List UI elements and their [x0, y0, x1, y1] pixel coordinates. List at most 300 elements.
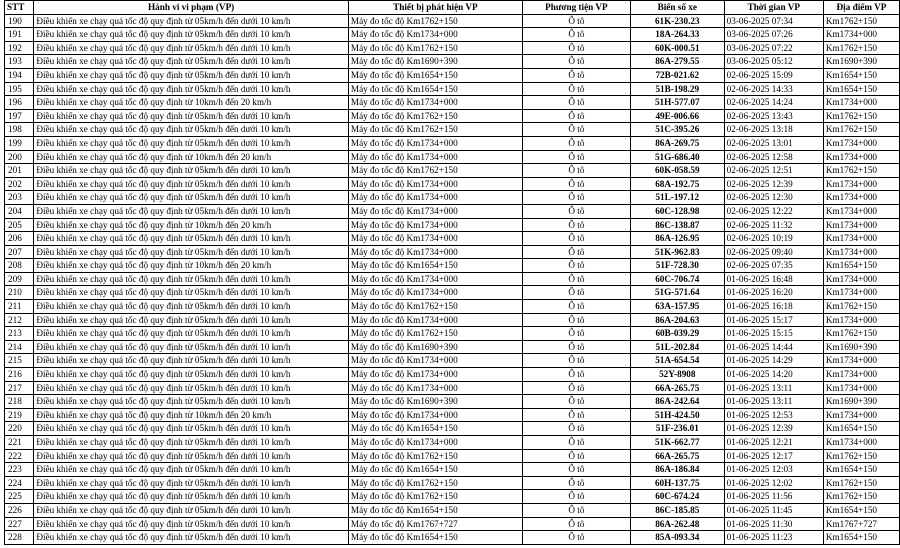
cell-violation: Điều khiển xe chạy quá tốc độ quy định từ 05km/h đến dưới 10 km/h [34, 41, 349, 55]
cell-violation: Điều khiển xe chạy quá tốc độ quy định từ 05km/h đến dưới 10 km/h [34, 517, 349, 531]
cell-plate: 51H-577.07 [630, 96, 724, 110]
header-stt: STT [5, 1, 34, 15]
table-row [5, 408, 900, 422]
cell-vehicle: Ô tô [522, 340, 630, 354]
cell-stt: 190 [5, 14, 34, 28]
cell-violation: Điều khiển xe chạy quá tốc độ quy định từ 10km/h đến 20 km/h [34, 150, 349, 164]
table-row [5, 490, 900, 504]
cell-location: Km1734+000 [823, 436, 899, 450]
cell-device: Máy đo tốc độ Km1690+390 [348, 55, 522, 69]
table-row [5, 272, 900, 286]
cell-stt: 228 [5, 531, 34, 545]
table-row [5, 204, 900, 218]
cell-plate: 18A-264.33 [630, 28, 724, 42]
cell-violation: Điều khiển xe chạy quá tốc độ quy định từ 05km/h đến dưới 10 km/h [34, 123, 349, 137]
cell-location: Km1734+000 [823, 245, 899, 259]
cell-stt: 215 [5, 354, 34, 368]
cell-time: 02-06-2025 13:01 [724, 136, 823, 150]
cell-location: Km1654+150 [823, 422, 899, 436]
cell-plate: 86C-138.87 [630, 218, 724, 232]
table-row [5, 123, 900, 137]
cell-plate: 86A-279.55 [630, 55, 724, 69]
cell-vehicle: Ô tô [522, 327, 630, 341]
table-body [5, 14, 900, 544]
cell-time: 01-06-2025 16:48 [724, 272, 823, 286]
cell-time: 02-06-2025 15:09 [724, 68, 823, 82]
cell-vehicle: Ô tô [522, 490, 630, 504]
cell-plate: 51F-236.01 [630, 422, 724, 436]
cell-device: Máy đo tốc độ Km1654+150 [348, 259, 522, 273]
cell-vehicle: Ô tô [522, 463, 630, 477]
cell-location: Km1734+000 [823, 354, 899, 368]
cell-plate: 60C-706.74 [630, 272, 724, 286]
cell-vehicle: Ô tô [522, 286, 630, 300]
cell-device: Máy đo tốc độ Km1690+390 [348, 395, 522, 409]
cell-stt: 226 [5, 503, 34, 517]
cell-plate: 86A-269.75 [630, 136, 724, 150]
cell-plate: 60K-058.59 [630, 164, 724, 178]
cell-plate: 51C-395.26 [630, 123, 724, 137]
cell-violation: Điều khiển xe chạy quá tốc độ quy định từ 05km/h đến dưới 10 km/h [34, 503, 349, 517]
cell-location: Km1762+150 [823, 164, 899, 178]
cell-time: 02-06-2025 12:22 [724, 204, 823, 218]
cell-violation: Điều khiển xe chạy quá tốc độ quy định từ 05km/h đến dưới 10 km/h [34, 327, 349, 341]
cell-violation: Điều khiển xe chạy quá tốc độ quy định từ 05km/h đến dưới 10 km/h [34, 14, 349, 28]
cell-violation: Điều khiển xe chạy quá tốc độ quy định từ 05km/h đến dưới 10 km/h [34, 476, 349, 490]
table-row [5, 245, 900, 259]
cell-device: Máy đo tốc độ Km1734+000 [348, 286, 522, 300]
cell-vehicle: Ô tô [522, 82, 630, 96]
table-row [5, 463, 900, 477]
cell-vehicle: Ô tô [522, 476, 630, 490]
cell-plate: 51L-202.84 [630, 340, 724, 354]
cell-violation: Điều khiển xe chạy quá tốc độ quy định từ 05km/h đến dưới 10 km/h [34, 422, 349, 436]
cell-stt: 200 [5, 150, 34, 164]
cell-time: 02-06-2025 09:40 [724, 245, 823, 259]
cell-plate: 52Y-8908 [630, 368, 724, 382]
cell-stt: 198 [5, 123, 34, 137]
cell-location: Km1762+150 [823, 41, 899, 55]
cell-violation: Điều khiển xe chạy quá tốc độ quy định từ 05km/h đến dưới 10 km/h [34, 68, 349, 82]
cell-plate: 60C-128.98 [630, 204, 724, 218]
cell-violation: Điều khiển xe chạy quá tốc độ quy định từ 05km/h đến dưới 10 km/h [34, 82, 349, 96]
cell-device: Máy đo tốc độ Km1654+150 [348, 503, 522, 517]
cell-stt: 207 [5, 245, 34, 259]
cell-location: Km1734+000 [823, 150, 899, 164]
cell-location: Km1690+390 [823, 55, 899, 69]
cell-vehicle: Ô tô [522, 218, 630, 232]
cell-location: Km1762+150 [823, 109, 899, 123]
cell-time: 01-06-2025 12:53 [724, 408, 823, 422]
cell-stt: 220 [5, 422, 34, 436]
cell-time: 01-06-2025 13:11 [724, 381, 823, 395]
table-row [5, 177, 900, 191]
cell-vehicle: Ô tô [522, 177, 630, 191]
cell-vehicle: Ô tô [522, 96, 630, 110]
table-row [5, 313, 900, 327]
cell-location: Km1654+150 [823, 503, 899, 517]
cell-stt: 217 [5, 381, 34, 395]
cell-stt: 193 [5, 55, 34, 69]
cell-violation: Điều khiển xe chạy quá tốc độ quy định từ 05km/h đến dưới 10 km/h [34, 109, 349, 123]
cell-location: Km1734+000 [823, 368, 899, 382]
cell-plate: 51A-654.54 [630, 354, 724, 368]
cell-device: Máy đo tốc độ Km1734+000 [348, 408, 522, 422]
cell-stt: 213 [5, 327, 34, 341]
cell-time: 01-06-2025 15:17 [724, 313, 823, 327]
cell-vehicle: Ô tô [522, 150, 630, 164]
cell-time: 02-06-2025 13:43 [724, 109, 823, 123]
cell-location: Km1762+150 [823, 490, 899, 504]
cell-plate: 86C-185.85 [630, 503, 724, 517]
cell-device: Máy đo tốc độ Km1654+150 [348, 463, 522, 477]
cell-violation: Điều khiển xe chạy quá tốc độ quy định từ 10km/h đến 20 km/h [34, 408, 349, 422]
cell-violation: Điều khiển xe chạy quá tốc độ quy định từ 10km/h đến 20 km/h [34, 259, 349, 273]
cell-time: 01-06-2025 14:29 [724, 354, 823, 368]
cell-time: 01-06-2025 16:20 [724, 286, 823, 300]
cell-device: Máy đo tốc độ Km1734+000 [348, 232, 522, 246]
cell-vehicle: Ô tô [522, 232, 630, 246]
cell-device: Máy đo tốc độ Km1654+150 [348, 82, 522, 96]
table-row [5, 96, 900, 110]
cell-vehicle: Ô tô [522, 531, 630, 545]
cell-device: Máy đo tốc độ Km1734+000 [348, 245, 522, 259]
cell-violation: Điều khiển xe chạy quá tốc độ quy định từ 10km/h đến 20 km/h [34, 218, 349, 232]
cell-vehicle: Ô tô [522, 14, 630, 28]
cell-location: Km1734+000 [823, 28, 899, 42]
cell-vehicle: Ô tô [522, 245, 630, 259]
table-row [5, 232, 900, 246]
cell-vehicle: Ô tô [522, 109, 630, 123]
cell-vehicle: Ô tô [522, 259, 630, 273]
cell-vehicle: Ô tô [522, 164, 630, 178]
cell-time: 02-06-2025 12:30 [724, 191, 823, 205]
cell-violation: Điều khiển xe chạy quá tốc độ quy định từ 05km/h đến dưới 10 km/h [34, 381, 349, 395]
cell-device: Máy đo tốc độ Km1734+000 [348, 381, 522, 395]
table-row [5, 368, 900, 382]
cell-location: Km1734+000 [823, 381, 899, 395]
cell-plate: 60C-674.24 [630, 490, 724, 504]
cell-time: 02-06-2025 13:18 [724, 123, 823, 137]
cell-location: Km1734+000 [823, 313, 899, 327]
cell-location: Km1654+150 [823, 82, 899, 96]
cell-time: 02-06-2025 07:35 [724, 259, 823, 273]
cell-vehicle: Ô tô [522, 436, 630, 450]
cell-violation: Điều khiển xe chạy quá tốc độ quy định từ 10km/h đến 20 km/h [34, 96, 349, 110]
cell-device: Máy đo tốc độ Km1734+000 [348, 191, 522, 205]
cell-device: Máy đo tốc độ Km1734+000 [348, 436, 522, 450]
cell-stt: 191 [5, 28, 34, 42]
cell-location: Km1654+150 [823, 531, 899, 545]
cell-location: Km1734+000 [823, 408, 899, 422]
header-vehicle: Phương tiện VP [522, 1, 630, 15]
table-row [5, 150, 900, 164]
cell-vehicle: Ô tô [522, 381, 630, 395]
cell-violation: Điều khiển xe chạy quá tốc độ quy định từ 05km/h đến dưới 10 km/h [34, 272, 349, 286]
cell-violation: Điều khiển xe chạy quá tốc độ quy định từ 05km/h đến dưới 10 km/h [34, 55, 349, 69]
table-row [5, 28, 900, 42]
cell-stt: 212 [5, 313, 34, 327]
cell-plate: 60H-137.75 [630, 476, 724, 490]
cell-stt: 223 [5, 463, 34, 477]
cell-location: Km1734+000 [823, 218, 899, 232]
cell-violation: Điều khiển xe chạy quá tốc độ quy định từ 05km/h đến dưới 10 km/h [34, 354, 349, 368]
cell-time: 01-06-2025 12:03 [724, 463, 823, 477]
cell-stt: 210 [5, 286, 34, 300]
cell-location: Km1690+390 [823, 340, 899, 354]
table-row [5, 354, 900, 368]
cell-time: 02-06-2025 10:19 [724, 232, 823, 246]
table-header-row [5, 1, 900, 15]
cell-location: Km1762+150 [823, 476, 899, 490]
cell-device: Máy đo tốc độ Km1654+150 [348, 531, 522, 545]
cell-time: 01-06-2025 11:23 [724, 531, 823, 545]
cell-stt: 199 [5, 136, 34, 150]
cell-plate: 85A-093.34 [630, 531, 724, 545]
cell-device: Máy đo tốc độ Km1734+000 [348, 150, 522, 164]
table-row [5, 340, 900, 354]
table-row [5, 191, 900, 205]
cell-plate: 51G-571.64 [630, 286, 724, 300]
cell-violation: Điều khiển xe chạy quá tốc độ quy định từ 05km/h đến dưới 10 km/h [34, 490, 349, 504]
cell-vehicle: Ô tô [522, 368, 630, 382]
cell-plate: 63A-157.95 [630, 300, 724, 314]
cell-time: 02-06-2025 14:24 [724, 96, 823, 110]
cell-location: Km1762+150 [823, 327, 899, 341]
cell-violation: Điều khiển xe chạy quá tốc độ quy định từ 05km/h đến dưới 10 km/h [34, 164, 349, 178]
table-row [5, 517, 900, 531]
cell-plate: 51F-728.30 [630, 259, 724, 273]
cell-location: Km1654+150 [823, 463, 899, 477]
cell-stt: 209 [5, 272, 34, 286]
table-row [5, 41, 900, 55]
cell-location: Km1762+150 [823, 449, 899, 463]
cell-vehicle: Ô tô [522, 354, 630, 368]
cell-location: Km1690+390 [823, 395, 899, 409]
cell-plate: 66A-265.75 [630, 449, 724, 463]
cell-device: Máy đo tốc độ Km1734+000 [348, 313, 522, 327]
cell-device: Máy đo tốc độ Km1734+000 [348, 96, 522, 110]
cell-violation: Điều khiển xe chạy quá tốc độ quy định từ 05km/h đến dưới 10 km/h [34, 395, 349, 409]
cell-plate: 86A-242.64 [630, 395, 724, 409]
violation-list-sheet [4, 0, 900, 545]
cell-device: Máy đo tốc độ Km1762+150 [348, 476, 522, 490]
cell-plate: 51K-662.77 [630, 436, 724, 450]
cell-stt: 221 [5, 436, 34, 450]
cell-violation: Điều khiển xe chạy quá tốc độ quy định từ 05km/h đến dưới 10 km/h [34, 340, 349, 354]
cell-time: 02-06-2025 12:51 [724, 164, 823, 178]
cell-plate: 61K-230.23 [630, 14, 724, 28]
header-violation: Hành vi vi phạm (VP) [34, 1, 349, 15]
cell-device: Máy đo tốc độ Km1734+000 [348, 354, 522, 368]
table-row [5, 164, 900, 178]
cell-location: Km1654+150 [823, 68, 899, 82]
cell-time: 01-06-2025 14:20 [724, 368, 823, 382]
cell-device: Máy đo tốc độ Km1654+150 [348, 422, 522, 436]
cell-violation: Điều khiển xe chạy quá tốc độ quy định từ 05km/h đến dưới 10 km/h [34, 28, 349, 42]
cell-time: 02-06-2025 14:33 [724, 82, 823, 96]
cell-plate: 66A-265.75 [630, 381, 724, 395]
cell-time: 01-06-2025 11:30 [724, 517, 823, 531]
cell-violation: Điều khiển xe chạy quá tốc độ quy định từ 05km/h đến dưới 10 km/h [34, 449, 349, 463]
cell-location: Km1734+000 [823, 232, 899, 246]
cell-vehicle: Ô tô [522, 204, 630, 218]
table-row [5, 55, 900, 69]
cell-time: 01-06-2025 12:39 [724, 422, 823, 436]
cell-stt: 204 [5, 204, 34, 218]
cell-device: Máy đo tốc độ Km1690+390 [348, 340, 522, 354]
table-row [5, 259, 900, 273]
cell-time: 01-06-2025 12:21 [724, 436, 823, 450]
table-row [5, 82, 900, 96]
cell-vehicle: Ô tô [522, 41, 630, 55]
cell-vehicle: Ô tô [522, 449, 630, 463]
cell-location: Km1654+150 [823, 259, 899, 273]
cell-vehicle: Ô tô [522, 300, 630, 314]
cell-stt: 211 [5, 300, 34, 314]
cell-device: Máy đo tốc độ Km1762+150 [348, 41, 522, 55]
cell-location: Km1734+000 [823, 96, 899, 110]
cell-plate: 68A-192.75 [630, 177, 724, 191]
cell-device: Máy đo tốc độ Km1762+150 [348, 327, 522, 341]
table-row [5, 286, 900, 300]
cell-device: Máy đo tốc độ Km1734+000 [348, 177, 522, 191]
cell-time: 03-06-2025 07:22 [724, 41, 823, 55]
table-row [5, 68, 900, 82]
cell-device: Máy đo tốc độ Km1762+150 [348, 164, 522, 178]
cell-plate: 86A-126.95 [630, 232, 724, 246]
cell-stt: 201 [5, 164, 34, 178]
table-row [5, 476, 900, 490]
table-row [5, 218, 900, 232]
violation-table [4, 0, 900, 545]
cell-device: Máy đo tốc độ Km1762+150 [348, 14, 522, 28]
cell-time: 02-06-2025 12:39 [724, 177, 823, 191]
cell-violation: Điều khiển xe chạy quá tốc độ quy định từ 05km/h đến dưới 10 km/h [34, 191, 349, 205]
table-row [5, 449, 900, 463]
cell-time: 01-06-2025 12:17 [724, 449, 823, 463]
cell-device: Máy đo tốc độ Km1654+150 [348, 68, 522, 82]
cell-stt: 202 [5, 177, 34, 191]
cell-device: Máy đo tốc độ Km1734+000 [348, 28, 522, 42]
cell-violation: Điều khiển xe chạy quá tốc độ quy định từ 05km/h đến dưới 10 km/h [34, 300, 349, 314]
cell-violation: Điều khiển xe chạy quá tốc độ quy định từ 05km/h đến dưới 10 km/h [34, 286, 349, 300]
cell-stt: 205 [5, 218, 34, 232]
cell-time: 03-06-2025 07:34 [724, 14, 823, 28]
cell-violation: Điều khiển xe chạy quá tốc độ quy định từ 05km/h đến dưới 10 km/h [34, 368, 349, 382]
cell-violation: Điều khiển xe chạy quá tốc độ quy định từ 05km/h đến dưới 10 km/h [34, 245, 349, 259]
cell-time: 01-06-2025 11:45 [724, 503, 823, 517]
cell-violation: Điều khiển xe chạy quá tốc độ quy định từ 05km/h đến dưới 10 km/h [34, 436, 349, 450]
cell-device: Máy đo tốc độ Km1762+150 [348, 449, 522, 463]
header-plate: Biển số xe [630, 1, 724, 15]
header-time: Thời gian VP [724, 1, 823, 15]
cell-device: Máy đo tốc độ Km1767+727 [348, 517, 522, 531]
cell-location: Km1767+727 [823, 517, 899, 531]
cell-time: 01-06-2025 12:02 [724, 476, 823, 490]
cell-plate: 51K-962.83 [630, 245, 724, 259]
cell-vehicle: Ô tô [522, 503, 630, 517]
cell-time: 01-06-2025 14:44 [724, 340, 823, 354]
cell-plate: 72B-021.62 [630, 68, 724, 82]
cell-device: Máy đo tốc độ Km1734+000 [348, 272, 522, 286]
cell-time: 03-06-2025 05:12 [724, 55, 823, 69]
cell-plate: 51B-198.29 [630, 82, 724, 96]
header-device: Thiết bị phát hiện VP [348, 1, 522, 15]
cell-device: Máy đo tốc độ Km1734+000 [348, 218, 522, 232]
cell-plate: 86A-204.63 [630, 313, 724, 327]
cell-vehicle: Ô tô [522, 55, 630, 69]
cell-time: 01-06-2025 15:15 [724, 327, 823, 341]
cell-plate: 51H-424.50 [630, 408, 724, 422]
cell-violation: Điều khiển xe chạy quá tốc độ quy định từ 05km/h đến dưới 10 km/h [34, 463, 349, 477]
cell-stt: 195 [5, 82, 34, 96]
cell-stt: 208 [5, 259, 34, 273]
cell-stt: 203 [5, 191, 34, 205]
cell-device: Máy đo tốc độ Km1734+000 [348, 136, 522, 150]
table-row [5, 436, 900, 450]
cell-time: 02-06-2025 12:58 [724, 150, 823, 164]
cell-time: 01-06-2025 11:56 [724, 490, 823, 504]
cell-plate: 60K-000.51 [630, 41, 724, 55]
cell-vehicle: Ô tô [522, 272, 630, 286]
cell-violation: Điều khiển xe chạy quá tốc độ quy định từ 05km/h đến dưới 10 km/h [34, 177, 349, 191]
cell-plate: 49E-006.66 [630, 109, 724, 123]
cell-violation: Điều khiển xe chạy quá tốc độ quy định từ 05km/h đến dưới 10 km/h [34, 232, 349, 246]
table-row [5, 14, 900, 28]
cell-location: Km1734+000 [823, 177, 899, 191]
table-row [5, 422, 900, 436]
cell-location: Km1762+150 [823, 123, 899, 137]
table-row [5, 300, 900, 314]
cell-plate: 60B-039.29 [630, 327, 724, 341]
cell-device: Máy đo tốc độ Km1762+150 [348, 109, 522, 123]
cell-stt: 196 [5, 96, 34, 110]
table-row [5, 136, 900, 150]
table-row [5, 109, 900, 123]
cell-stt: 214 [5, 340, 34, 354]
cell-vehicle: Ô tô [522, 28, 630, 42]
cell-plate: 51L-197.12 [630, 191, 724, 205]
cell-vehicle: Ô tô [522, 313, 630, 327]
cell-stt: 225 [5, 490, 34, 504]
cell-violation: Điều khiển xe chạy quá tốc độ quy định từ 05km/h đến dưới 10 km/h [34, 204, 349, 218]
cell-time: 01-06-2025 13:11 [724, 395, 823, 409]
cell-location: Km1762+150 [823, 14, 899, 28]
cell-plate: 86A-186.84 [630, 463, 724, 477]
table-row [5, 395, 900, 409]
cell-stt: 192 [5, 41, 34, 55]
cell-stt: 227 [5, 517, 34, 531]
cell-device: Máy đo tốc độ Km1734+000 [348, 204, 522, 218]
cell-stt: 206 [5, 232, 34, 246]
cell-device: Máy đo tốc độ Km1762+150 [348, 123, 522, 137]
cell-location: Km1734+000 [823, 136, 899, 150]
cell-time: 02-06-2025 11:32 [724, 218, 823, 232]
table-row [5, 531, 900, 545]
cell-stt: 224 [5, 476, 34, 490]
cell-vehicle: Ô tô [522, 395, 630, 409]
cell-stt: 219 [5, 408, 34, 422]
table-row [5, 327, 900, 341]
cell-device: Máy đo tốc độ Km1762+150 [348, 300, 522, 314]
cell-stt: 218 [5, 395, 34, 409]
cell-vehicle: Ô tô [522, 422, 630, 436]
cell-violation: Điều khiển xe chạy quá tốc độ quy định từ 05km/h đến dưới 10 km/h [34, 313, 349, 327]
cell-location: Km1734+000 [823, 204, 899, 218]
cell-stt: 194 [5, 68, 34, 82]
cell-stt: 222 [5, 449, 34, 463]
